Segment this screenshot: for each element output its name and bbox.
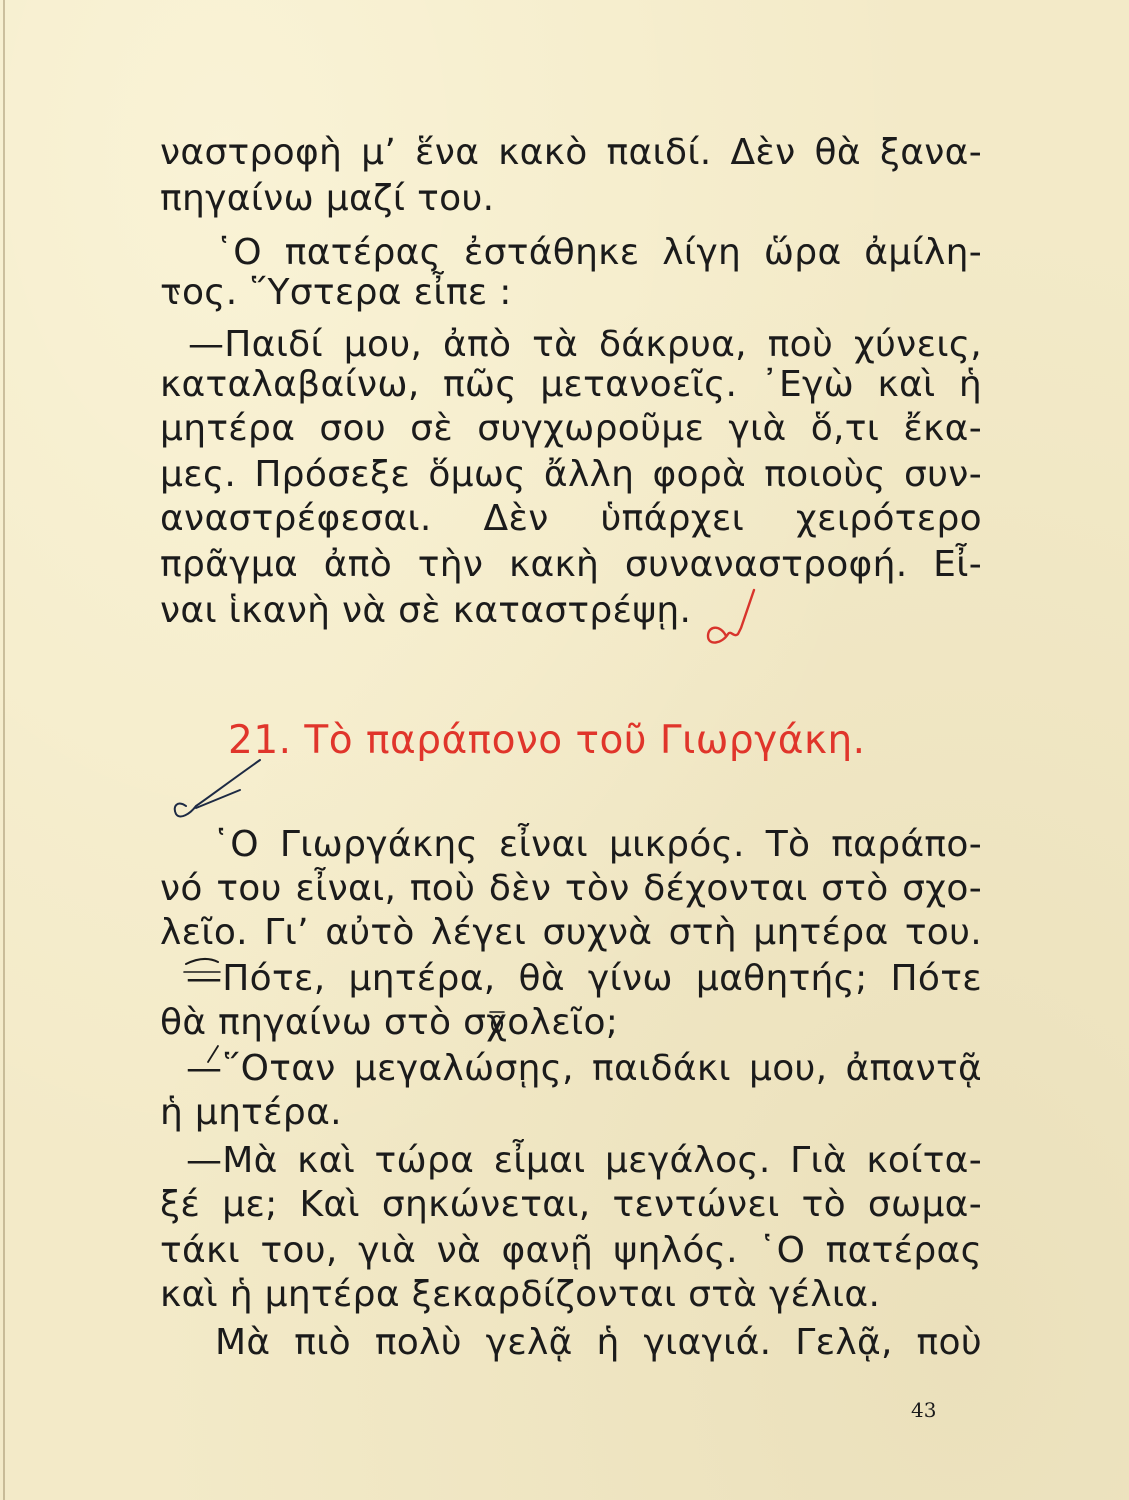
pencil-stroke bbox=[196, 790, 240, 808]
text-line: καταλαβαίνω, πῶς μετανοεῖς. ᾿Εγὼ καὶ ἡ bbox=[160, 364, 982, 405]
text-line: αναστρέφεσαι. Δὲν ὑπάρχει χειρότερο bbox=[160, 498, 982, 539]
text-line: νό του εἶναι, ποὺ δὲν τὸν δέχονται στὸ σχο- bbox=[160, 868, 982, 909]
text-line: ξέ με; Καὶ σηκώνεται, τεντώνει τὸ σωμα- bbox=[160, 1184, 982, 1225]
text-line: πρᾶγμα ἀπὸ τὴν κακὴ συναναστροφή. Εἶ- bbox=[160, 544, 982, 585]
page-edge bbox=[3, 0, 5, 1500]
checkmark-icon bbox=[175, 760, 260, 816]
page-number: 43 bbox=[911, 1398, 937, 1422]
text-line: —Παιδί μου, ἀπὸ τὰ δάκρυα, ποὺ χύνεις, bbox=[188, 324, 982, 365]
text-line: πηγαίνω μαζί του. bbox=[160, 178, 495, 219]
text-line: ναι ἱκανὴ νὰ σὲ καταστρέψῃ. bbox=[160, 590, 692, 631]
text-line: —῞Οταν μεγαλώσῃς, παιδάκι μου, ἀπαντᾷ bbox=[186, 1048, 982, 1089]
text-line: Μὰ πιὸ πολὺ γελᾷ ἡ γιαγιά. Γελᾷ, ποὺ bbox=[215, 1322, 982, 1363]
text-line: ῾Ο πατέρας ἐστάθηκε λίγη ὥρα ἀμίλη- bbox=[215, 232, 982, 273]
text-line: τάκι του, γιὰ νὰ φανῇ ψηλός. ῾Ο πατέρας bbox=[160, 1230, 982, 1271]
text-line: ῾Ο Γιωργάκης εἶναι μικρός. Τὸ παράπο- bbox=[212, 824, 982, 865]
text-line: τος. ῞Υστερα εἶπε : bbox=[160, 272, 512, 313]
text-line: —Μὰ καὶ τώρα εἶμαι μεγάλος. Γιὰ κοίτα- bbox=[186, 1140, 982, 1181]
chapter-heading: 21. Τὸ παράπονο τοῦ Γιωργάκη. bbox=[228, 718, 866, 763]
text-line: ναστροφὴ μ’ ἕνα κακὸ παιδί. Δὲν θὰ ξανα- bbox=[160, 132, 982, 173]
text-line: μες. Πρόσεξε ὅμως ἄλλη φορὰ ποιοὺς συν- bbox=[160, 454, 982, 495]
text-line: καὶ ἡ μητέρα ξεκαρδίζονται στὰ γέλια. bbox=[160, 1274, 881, 1315]
text-line: μητέρα σου σὲ συγχωροῦμε γιὰ ὅ,τι ἔκα- bbox=[160, 408, 982, 449]
text-line: —Πότε, μητέρα, θὰ γίνω μαθητής; Πότε bbox=[186, 958, 982, 999]
text-line: λεῖο. Γι’ αὐτὸ λέγει συχνὰ στὴ μητέρα του. bbox=[160, 912, 982, 953]
text-line: ἡ μητέρα. bbox=[160, 1092, 342, 1133]
text-line: θὰ πηγαίνω στὸ σχολεῖο; bbox=[160, 1002, 619, 1043]
